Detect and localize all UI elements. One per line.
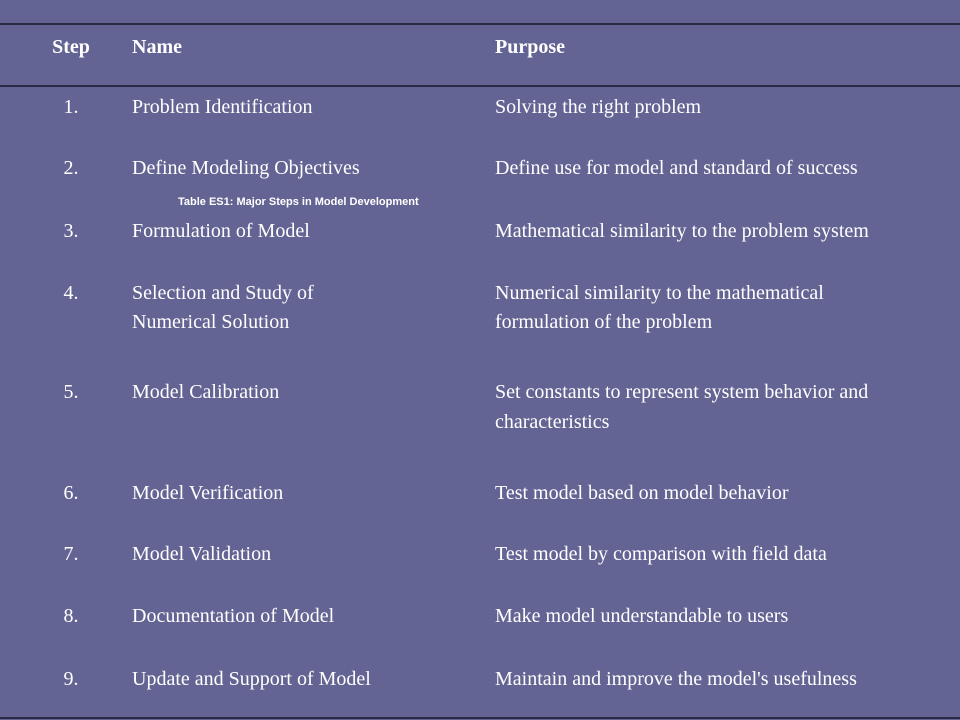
step-name-line-2: Numerical Solution (132, 311, 290, 333)
step-purpose: Test model by comparison with field data (495, 543, 827, 565)
step-number: 6. (63, 482, 79, 504)
step-purpose: Numerical similarity to the mathematical (495, 282, 824, 304)
table-header-rule (0, 85, 960, 87)
step-purpose: Test model based on model behavior (495, 482, 789, 504)
step-name: Problem Identification (132, 96, 313, 118)
step-name: Selection and Study of (132, 282, 314, 304)
header-purpose: Purpose (495, 36, 565, 58)
step-number: 2. (63, 157, 79, 179)
step-name: Model Verification (132, 482, 284, 504)
header-step: Step (52, 36, 90, 58)
step-purpose: Set constants to represent system behavior and (495, 381, 869, 403)
step-number: 4. (63, 282, 79, 304)
step-number: 8. (63, 605, 79, 627)
step-purpose: Mathematical similarity to the problem system (495, 220, 869, 242)
step-name: Formulation of Model (132, 220, 310, 242)
step-purpose-line-2: characteristics (495, 411, 610, 433)
step-purpose-line-2: formulation of the problem (495, 311, 713, 333)
step-name: Documentation of Model (132, 605, 335, 627)
step-name: Model Calibration (132, 381, 280, 403)
step-purpose: Make model understandable to users (495, 605, 789, 627)
step-number: 5. (63, 381, 79, 403)
table-bottom-rule (0, 717, 960, 719)
step-name: Update and Support of Model (132, 668, 371, 690)
step-name: Model Validation (132, 543, 272, 565)
step-number: 7. (63, 543, 79, 565)
header-name: Name (132, 36, 182, 58)
step-purpose: Define use for model and standard of success (495, 157, 858, 179)
step-purpose: Maintain and improve the model's usefulness (495, 668, 857, 690)
step-number: 1. (63, 96, 79, 118)
step-purpose: Solving the right problem (495, 96, 702, 118)
step-name: Define Modeling Objectives (132, 157, 360, 179)
step-number: 9. (63, 668, 79, 690)
table-caption: Table ES1: Major Steps in Model Development (178, 196, 419, 208)
table-top-rule (0, 23, 960, 25)
step-number: 3. (63, 220, 79, 242)
